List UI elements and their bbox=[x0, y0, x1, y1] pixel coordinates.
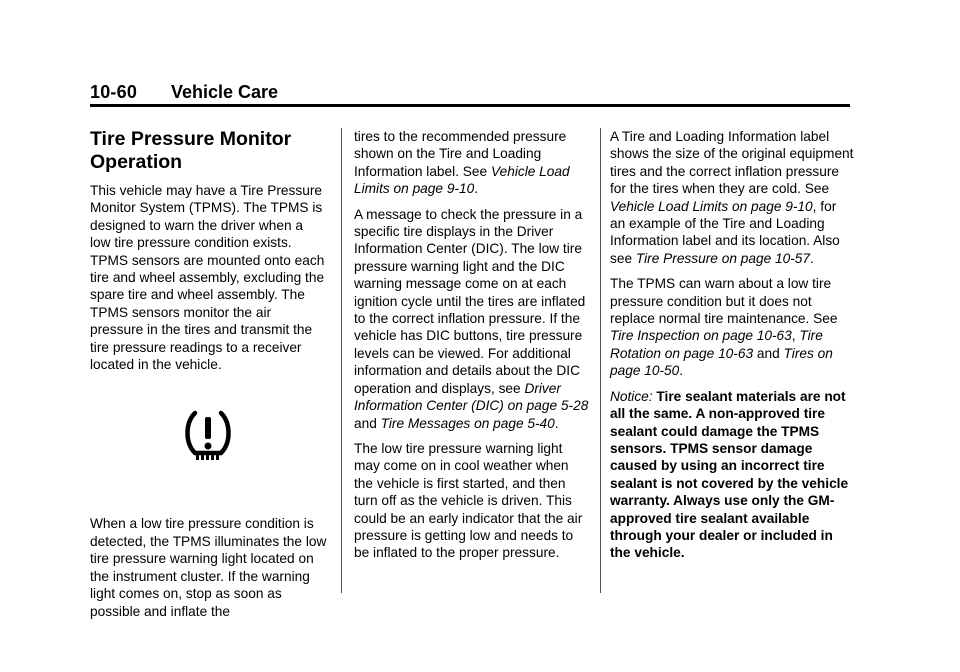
page-header bbox=[90, 82, 850, 106]
link-vehicle-load-limits[interactable]: Vehicle Load Limits on page 9-10 bbox=[610, 198, 813, 214]
text: . bbox=[554, 415, 559, 431]
header-rule bbox=[90, 104, 850, 107]
paragraph-recommended-pressure bbox=[354, 128, 591, 198]
page-number: 10-60 bbox=[90, 82, 138, 102]
column-right bbox=[610, 128, 855, 570]
column-middle bbox=[354, 128, 591, 570]
link-tire-messages[interactable]: Tire Messages on page 5-40 bbox=[380, 415, 555, 431]
section-title: Vehicle Care bbox=[171, 82, 279, 102]
paragraph-dic-message bbox=[354, 206, 591, 432]
text: tires to the recommended pressure shown on the Tire and Loading Information label. See bbox=[354, 129, 567, 179]
paragraph-low-pressure-detected: When a low tire pressure condition is detected, the TPMS illuminates the low tire pressure warning light located on the instrument cluster. If the warning light comes on, stop as soon as possible and inflate the bbox=[90, 516, 327, 619]
link-tire-pressure[interactable]: Tire Pressure on page 10-57 bbox=[635, 250, 810, 266]
notice-tire-sealant bbox=[610, 388, 855, 562]
column-divider bbox=[341, 128, 342, 593]
heading-tpms-operation: Tire Pressure Monitor Operation bbox=[90, 128, 292, 173]
link-tire-inspection[interactable]: Tire Inspection on page 10-63 bbox=[610, 328, 792, 344]
text: The TPMS can warn about a low tire pressure condition but it does not replace normal tire maintenance. See bbox=[610, 276, 838, 327]
tire-pressure-warning-icon bbox=[183, 409, 233, 461]
paragraph-tire-loading-label bbox=[610, 128, 855, 267]
tire-pressure-warning-figure bbox=[90, 409, 327, 485]
paragraph-tpms-maintenance bbox=[610, 275, 855, 379]
text: A Tire and Loading Information label shows the size of the original equipment tires and the correct inflation pressure for the tires when they are cold. See bbox=[610, 129, 854, 197]
text: . bbox=[810, 250, 814, 266]
text: , bbox=[791, 328, 800, 344]
notice-body: Tire sealant materials are not all the same. A non-approved tire sealant could damage the TPMS sensors. TPMS sensor damage caused by using an incorrect tire sealant is not covered by the vehicle warranty. Always use only the GM-approved tire sealant available through your dealer or included in the vehicle. bbox=[610, 388, 849, 561]
notice-label: Notice: bbox=[610, 388, 653, 404]
text: and bbox=[354, 415, 381, 431]
link-driver-information-center[interactable]: Driver Information Center (DIC) on page 5-28 bbox=[354, 380, 589, 414]
text: and bbox=[753, 345, 784, 361]
paragraph-tpms-intro: This vehicle may have a Tire Pressure Monitor System (TPMS). The TPMS is designed to warn the driver when a low tire pressure condition exists. TPMS sensors are mounted onto each tire and wheel assembly, excluding the spare tire and wheel assembly. The TPMS sensors monitor the air pressure in the tires and transmit the tire pressure readings to a receiver located in the vehicle. bbox=[90, 183, 325, 373]
link-tires[interactable]: Tires on page 10-50 bbox=[610, 345, 833, 379]
text: . bbox=[474, 181, 479, 197]
text: A message to check the pressure in a specific tire displays in the Driver Information Center (DIC). The low tire pressure warning light and the DIC warning message come on at each ignition cycle until the tires are inflated to the correct inflation pressure. If the vehicle has DIC buttons, tire pressure levels can be viewed. For additional information and details about the DIC operation and displays, see bbox=[354, 206, 586, 396]
text: , for an example of the Tire and Loading Information label and its location. Also see bbox=[610, 198, 840, 266]
column-left bbox=[90, 128, 327, 628]
link-tire-rotation[interactable]: Tire Rotation on page 10-63 bbox=[610, 328, 823, 361]
text: . bbox=[679, 363, 684, 379]
column-divider bbox=[600, 128, 601, 593]
link-vehicle-load-limits[interactable]: Vehicle Load Limits on page 9-10 bbox=[354, 163, 570, 197]
paragraph-cool-weather: The low tire pressure warning light may come on in cool weather when the vehicle is first started, and then turn off as the vehicle is driven. This could be an early indicator that the air pressure is getting low and needs to be inflated to the proper pressure. bbox=[354, 440, 583, 561]
